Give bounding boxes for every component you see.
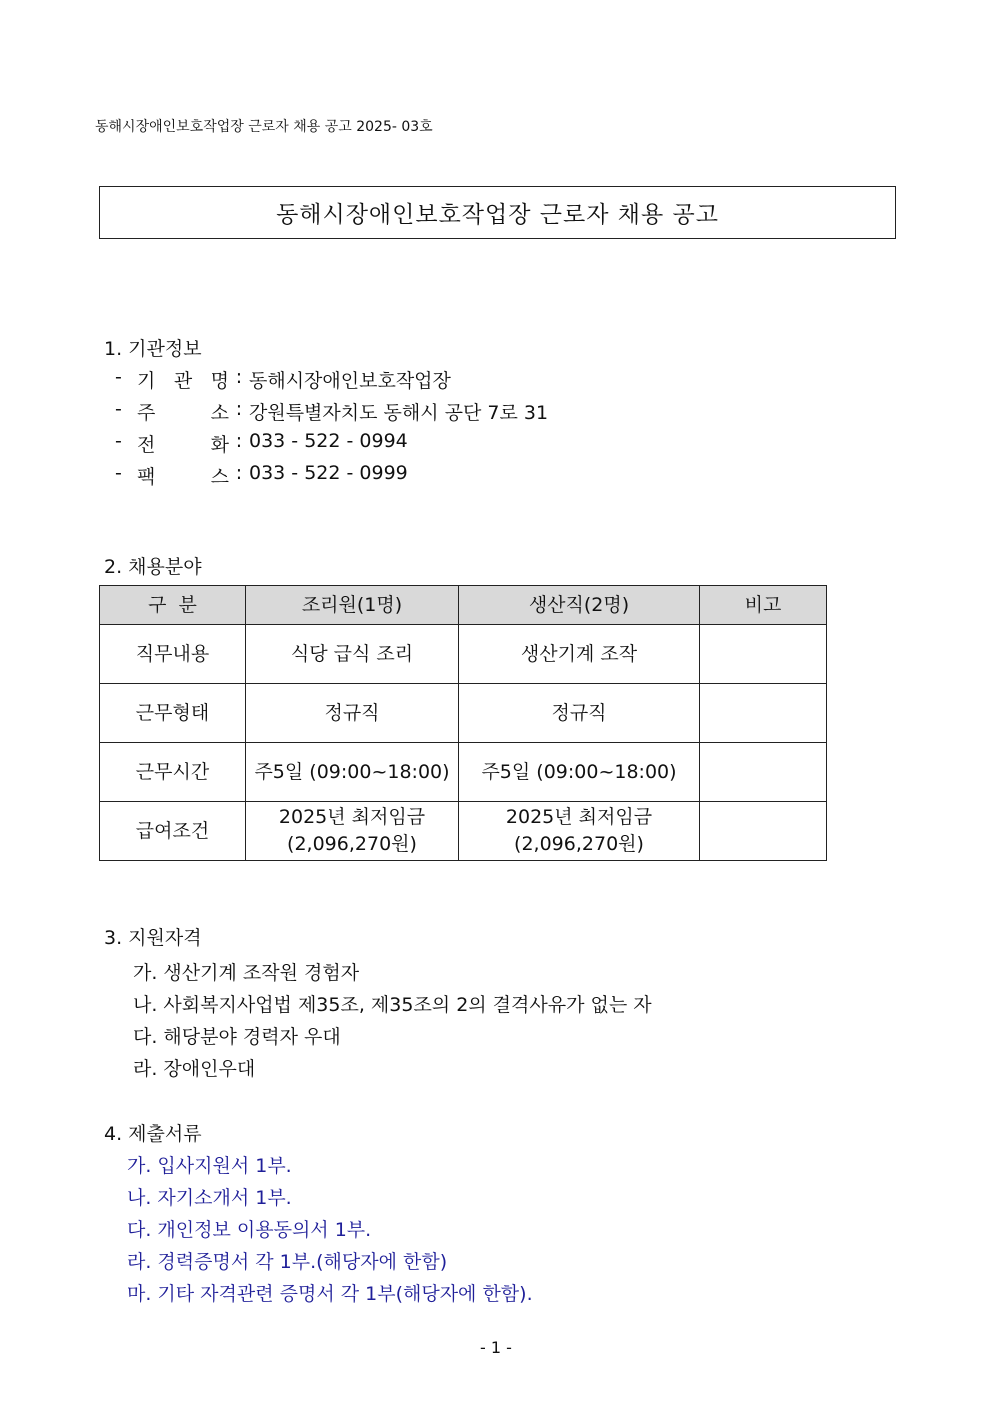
table-header: 조리원(1명)	[246, 586, 459, 625]
info-value: 033 - 522 - 0994	[249, 430, 408, 452]
table-cell: 식당 급식 조리	[246, 625, 459, 684]
list-item: 가. 입사지원서 1부.	[127, 1155, 292, 1177]
section-heading-recruit-field: 2. 채용분야	[104, 556, 202, 578]
list-item: 다. 해당분야 경력자 우대	[133, 1026, 341, 1048]
table-header: 비고	[700, 586, 827, 625]
list-item: 마. 기타 자격관련 증명서 각 1부(해당자에 한함).	[127, 1283, 533, 1305]
table-cell: 정규직	[459, 684, 700, 743]
table-cell: 2025년 최저임금 (2,096,270원)	[246, 802, 459, 861]
table-cell	[700, 802, 827, 861]
table-header: 구 분	[100, 586, 246, 625]
table-cell: 직무내용	[100, 625, 246, 684]
section-heading-documents: 4. 제출서류	[104, 1123, 202, 1145]
info-row-name: - 기 관 명 : 동해시장애인보호작업장	[115, 366, 451, 392]
list-item: 가. 생산기계 조작원 경험자	[133, 962, 360, 984]
page-number: - 1 -	[480, 1338, 512, 1357]
info-label: 팩 스	[137, 466, 229, 488]
table-cell	[700, 684, 827, 743]
table-cell: 정규직	[246, 684, 459, 743]
info-row-fax: - 팩 스 : 033 - 522 - 0999	[115, 462, 408, 488]
list-item: 나. 자기소개서 1부.	[127, 1187, 292, 1209]
table-cell: 2025년 최저임금 (2,096,270원)	[459, 802, 700, 861]
list-item: 다. 개인정보 이용동의서 1부.	[127, 1219, 372, 1241]
table-cell: 근무형태	[100, 684, 246, 743]
table-cell	[700, 625, 827, 684]
table-header: 생산직(2명)	[459, 586, 700, 625]
info-label: 전 화	[137, 434, 229, 456]
table-cell: 생산기계 조작	[459, 625, 700, 684]
info-label: 주 소	[137, 402, 229, 424]
table-cell: 급여조건	[100, 802, 246, 861]
info-value: 강원특별자치도 동해시 공단 7로 31	[249, 402, 549, 424]
section-heading-org-info: 1. 기관정보	[104, 338, 202, 360]
table-cell: 근무시간	[100, 743, 246, 802]
list-item: 나. 사회복지사업법 제35조, 제35조의 2의 결격사유가 없는 자	[133, 994, 652, 1016]
section-heading-qualifications: 3. 지원자격	[104, 927, 202, 949]
recruit-table	[99, 585, 827, 861]
list-item: 라. 경력증명서 각 1부.(해당자에 한함)	[127, 1251, 448, 1273]
table-cell: 주5일 (09:00~18:00)	[459, 743, 700, 802]
table-row	[100, 625, 827, 684]
info-row-phone: - 전 화 : 033 - 522 - 0994	[115, 430, 408, 456]
table-cell: 주5일 (09:00~18:00)	[246, 743, 459, 802]
table-cell	[700, 743, 827, 802]
info-label: 기 관 명	[137, 370, 229, 392]
info-row-address: - 주 소 : 강원특별자치도 동해시 공단 7로 31	[115, 398, 549, 424]
table-row	[100, 802, 827, 861]
table-row	[100, 684, 827, 743]
list-item: 라. 장애인우대	[133, 1058, 256, 1080]
info-value: 동해시장애인보호작업장	[249, 370, 451, 392]
table-header-row	[100, 586, 827, 625]
notice-number: 동해시장애인보호작업장 근로자 채용 공고 2025- 03호	[95, 119, 433, 135]
table-row	[100, 743, 827, 802]
page-title: 동해시장애인보호작업장 근로자 채용 공고	[99, 186, 896, 239]
info-value: 033 - 522 - 0999	[249, 462, 408, 484]
